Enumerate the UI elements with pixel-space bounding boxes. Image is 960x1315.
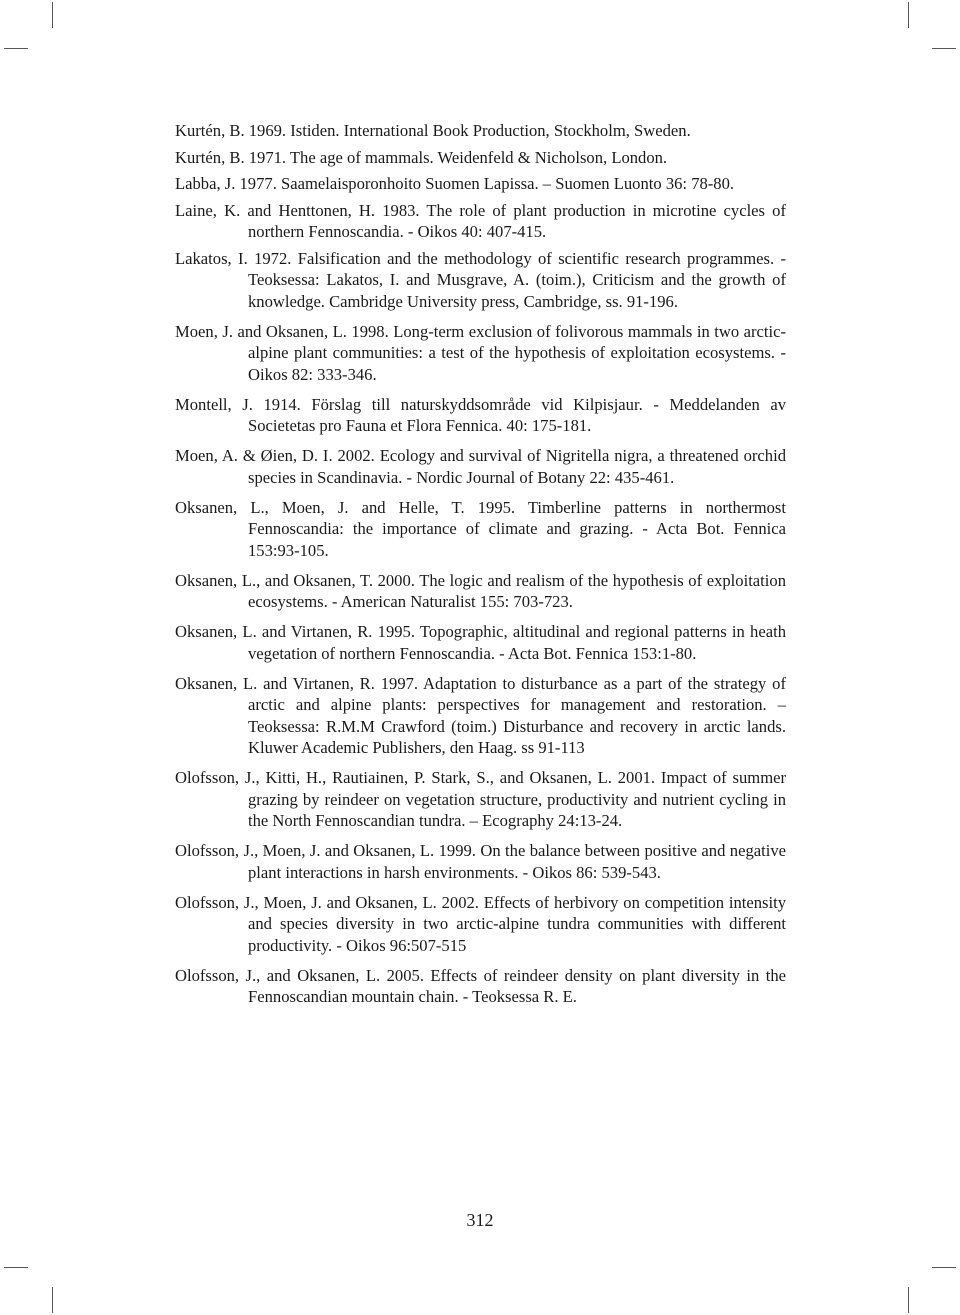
reference-entry: Olofsson, J., Moen, J. and Oksanen, L. 2002. Effects of herbivory on competition intensity and species diversity in two arctic-alpine tundra communities with different productivity. - Oikos 96:507-515 bbox=[175, 892, 786, 955]
crop-mark bbox=[4, 48, 28, 49]
reference-entry: Olofsson, J., Moen, J. and Oksanen, L. 1999. On the balance between positive and negative plant interactions in harsh environments. - Oikos 86: 539-543. bbox=[175, 841, 786, 882]
reference-entry: Kurtén, B. 1971. The age of mammals. Weidenfeld & Nicholson, London. bbox=[175, 147, 668, 167]
crop-mark bbox=[908, 2, 909, 28]
reference-entry: Lakatos, I. 1972. Falsification and the methodology of scientific research programmes. - Teoksessa: Lakatos, I. and Musgrave, A. (toim.), Criticism and the growth of knowledge. Cambridge University press, Cambridge, ss. 91-196. bbox=[175, 248, 786, 311]
reference-entry: Montell, J. 1914. Förslag till naturskyddsområde vid Kilpisjaur. - Meddelanden av Societetas pro Fauna et Flora Fennica. 40: 175-181. bbox=[175, 394, 786, 435]
crop-mark bbox=[932, 48, 956, 49]
reference-entry: Oksanen, L. and Virtanen, R. 1997. Adaptation to disturbance as a part of the strategy of arctic and alpine plants: perspectives for management and restoration. – Teoksessa: R.M.M Crawford (toim.) Disturbance and recovery in arctic lands. Kluwer Academic Publishers, den Haag. ss 91-113 bbox=[175, 673, 786, 757]
reference-entry: Kurtén, B. 1969. Istiden. International Book Production, Stockholm, Sweden. bbox=[175, 121, 691, 140]
reference-entry: Olofsson, J., and Oksanen, L. 2005. Effects of reindeer density on plant diversity in the Fennoscandian mountain chain. - Teoksessa R. E. bbox=[175, 965, 786, 1006]
crop-mark bbox=[52, 2, 53, 28]
reference-entry: Labba, J. 1977. Saamelaisporonhoito Suomen Lapissa. – Suomen Luonto 36: 78-80. bbox=[175, 174, 735, 193]
reference-entry: Moen, A. & Øien, D. I. 2002. Ecology and survival of Nigritella nigra, a threatened orchid species in Scandinavia. - Nordic Journal of Botany 22: 435-461. bbox=[175, 446, 786, 487]
crop-mark bbox=[4, 1267, 28, 1268]
reference-entry: Oksanen, L., Moen, J. and Helle, T. 1995. Timberline patterns in northermost Fennoscandia: the importance of climate and grazing. - Acta Bot. Fennica 153:93-105. bbox=[175, 497, 786, 560]
reference-list bbox=[175, 120, 786, 1016]
crop-mark bbox=[52, 1287, 53, 1313]
page-number: 312 bbox=[466, 1210, 494, 1230]
reference-entry: Laine, K. and Henttonen, H. 1983. The role of plant production in microtine cycles of northern Fennoscandia. - Oikos 40: 407-415. bbox=[175, 200, 786, 241]
crop-mark bbox=[908, 1287, 909, 1313]
reference-entry: Moen, J. and Oksanen, L. 1998. Long-term exclusion of folivorous mammals in two arctic-alpine plant communities: a test of the hypothesis of exploitation ecosystems. - Oikos 82: 333-346. bbox=[175, 321, 786, 384]
crop-mark bbox=[932, 1267, 956, 1268]
reference-entry: Olofsson, J., Kitti, H., Rautiainen, P. Stark, S., and Oksanen, L. 2001. Impact of summer grazing by reindeer on vegetation structure, productivity and nutrient cycling in the North Fennoscandian tundra. – Ecography 24:13-24. bbox=[175, 768, 786, 830]
reference-entry: Oksanen, L., and Oksanen, T. 2000. The logic and realism of the hypothesis of exploitation ecosystems. - American Naturalist 155: 703-723. bbox=[175, 570, 786, 611]
reference-entry: Oksanen, L. and Virtanen, R. 1995. Topographic, altitudinal and regional patterns in heath vegetation of northern Fennoscandia. - Acta Bot. Fennica 153:1-80. bbox=[175, 622, 786, 663]
